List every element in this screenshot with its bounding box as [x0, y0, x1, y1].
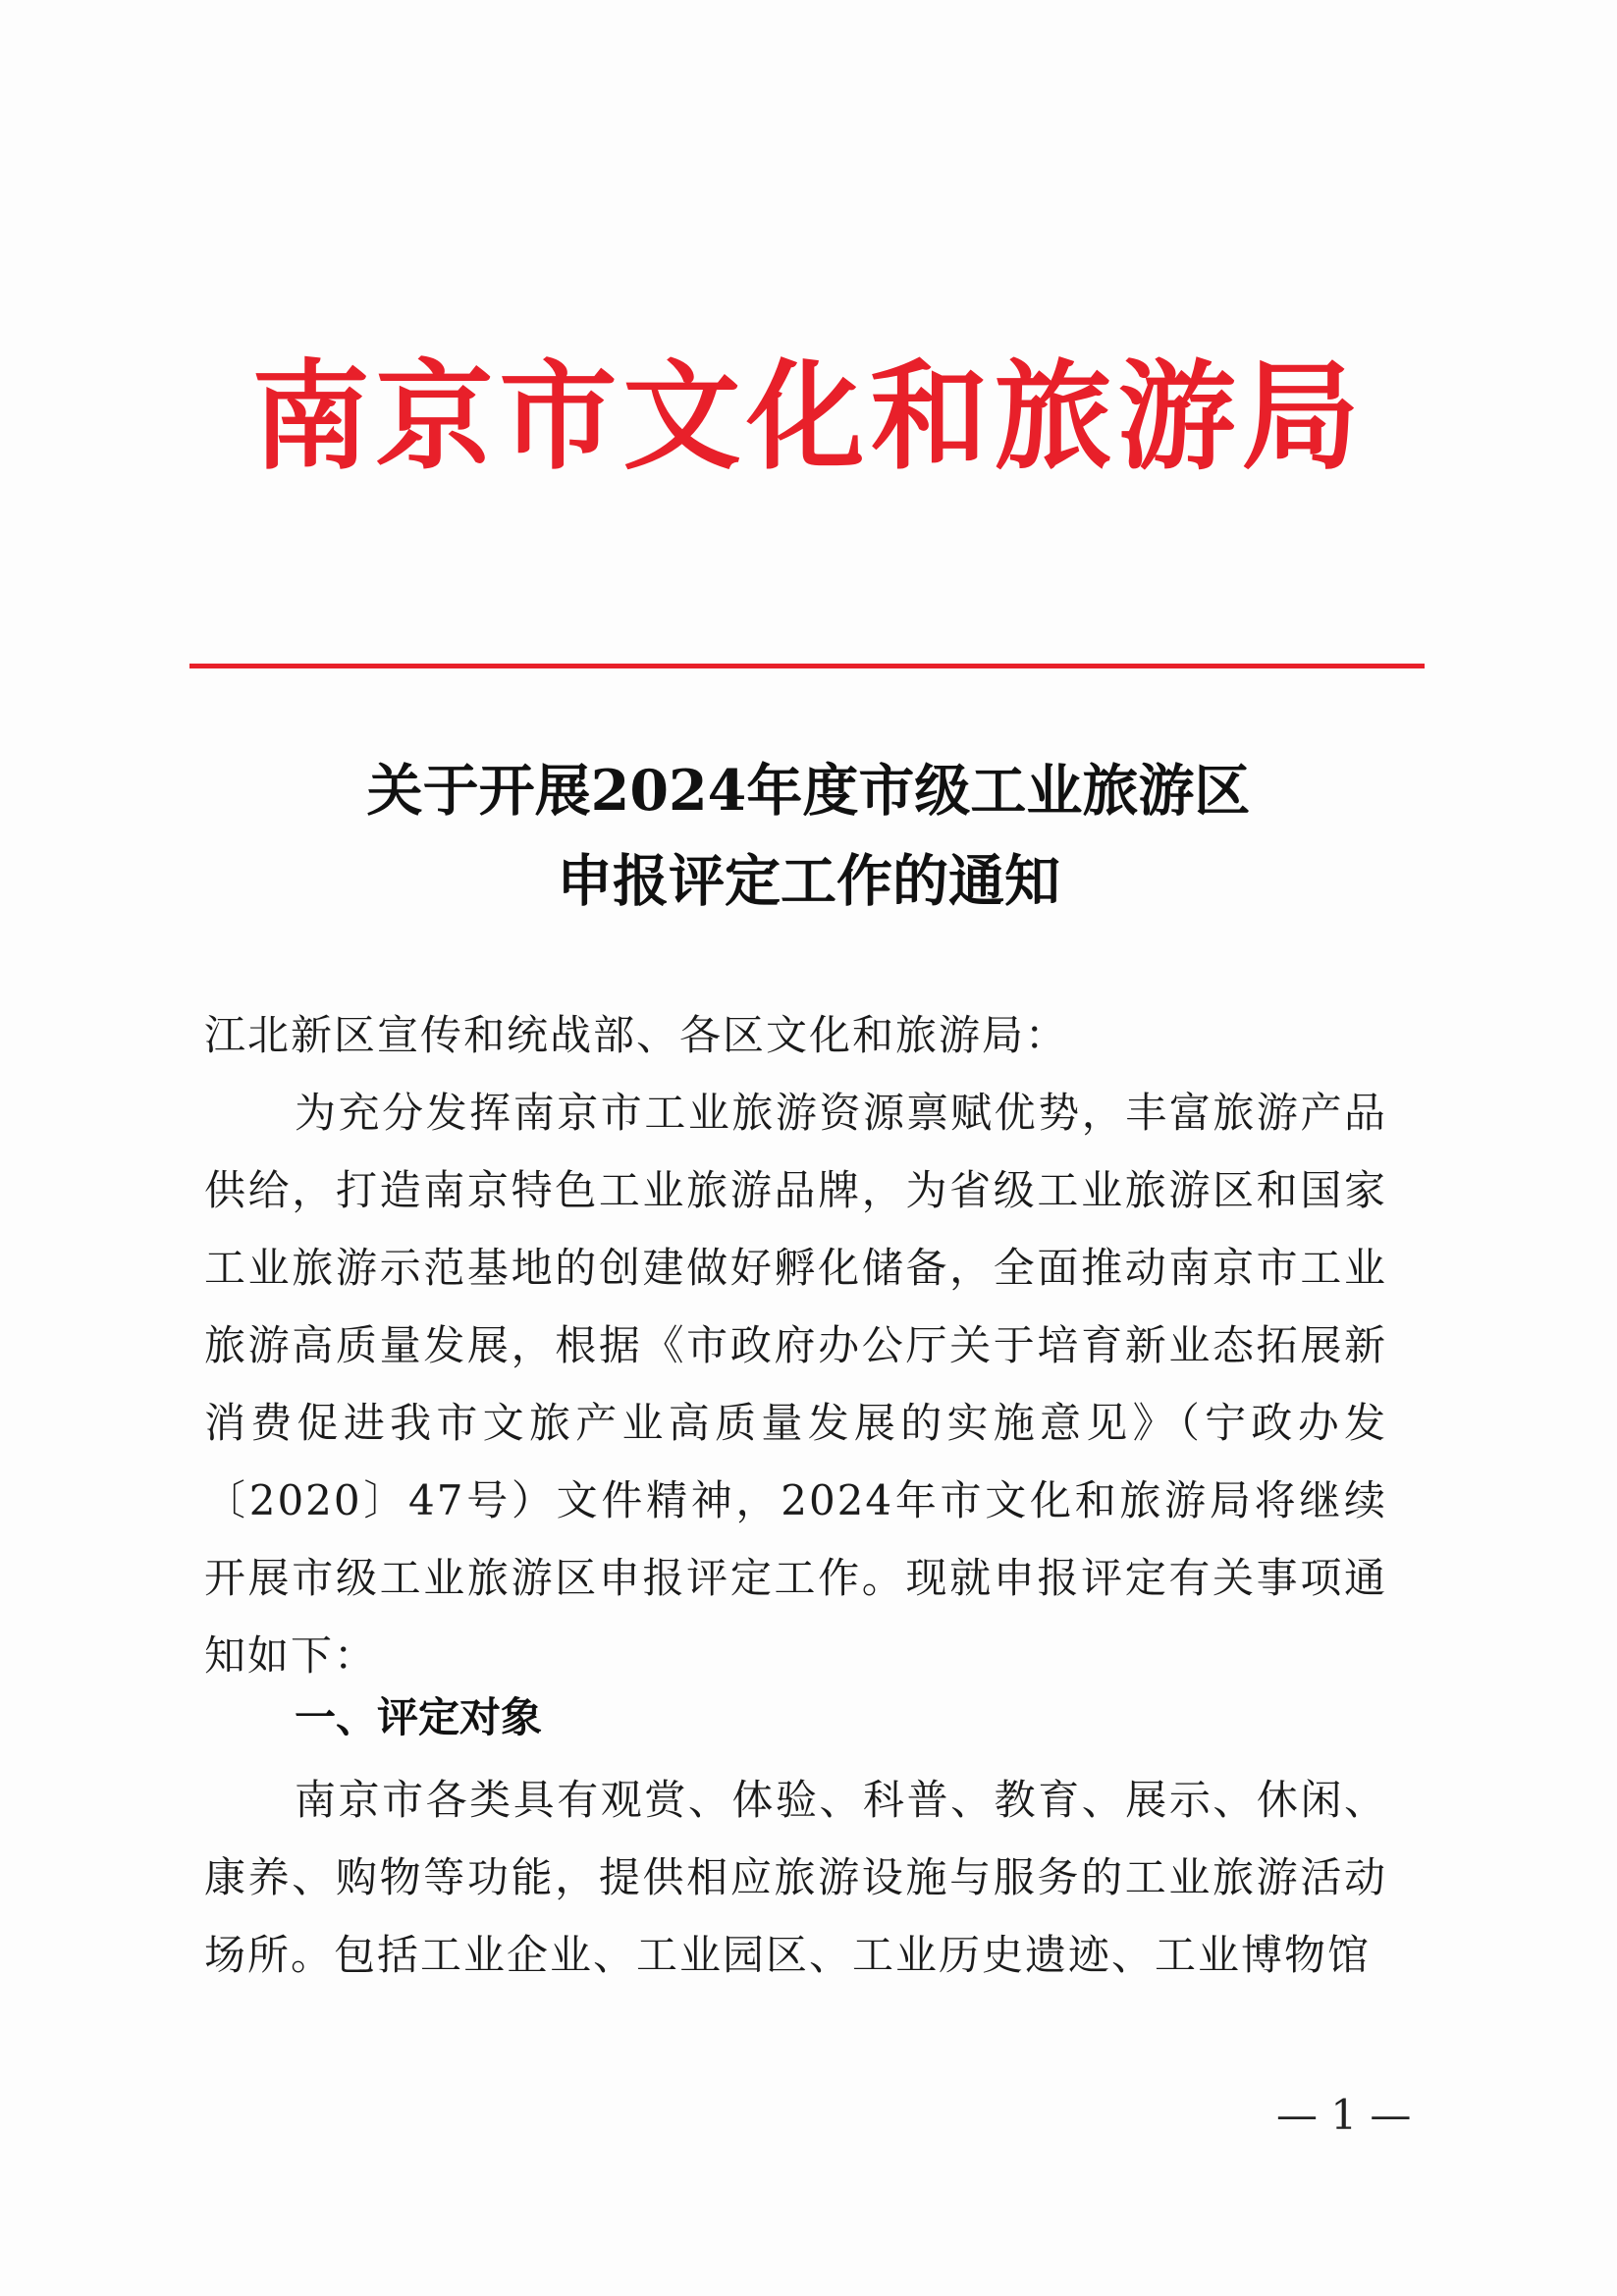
agency-letterhead: 南京市文化和旅游局 — [251, 347, 1366, 486]
section-heading-1: 一、评定对象 — [295, 1693, 543, 1741]
document-title-line-2: 申报评定工作的通知 — [557, 848, 1060, 914]
page-number: — 1 — — [1276, 2091, 1412, 2139]
letterhead-red-rule — [189, 664, 1425, 668]
body-paragraph-1: 为充分发挥南京市工业旅游资源禀赋优势，丰富旅游产品供给，打造南京特色工业旅游品牌，为省级工业旅游区和国家工业旅游示范基地的创建做好孵化储备，全面推动南京市工业旅游高质量发展，根据《市政府办公厅关于培育新业态拓展新消费促进我市文旅产业高质量发展的实施意见》（宁政办发〔2020〕47号）文件精神，2024年市文化和旅游局将继续开展市级工业旅游区申报评定工作。现就申报评定有关事项通知如下： — [204, 1089, 1387, 1680]
body-paragraph-2: 南京市各类具有观赏、体验、科普、教育、展示、休闲、康养、购物等功能，提供相应旅游设施与服务的工业旅游活动场所。包括工业企业、工业园区、工业历史遗迹、工业博物馆 — [204, 1776, 1387, 1979]
document-title-line-1: 关于开展2024年度市级工业旅游区 — [366, 758, 1251, 824]
recipient-line: 江北新区宣传和统战部、各区文化和旅游局： — [204, 1011, 1069, 1059]
